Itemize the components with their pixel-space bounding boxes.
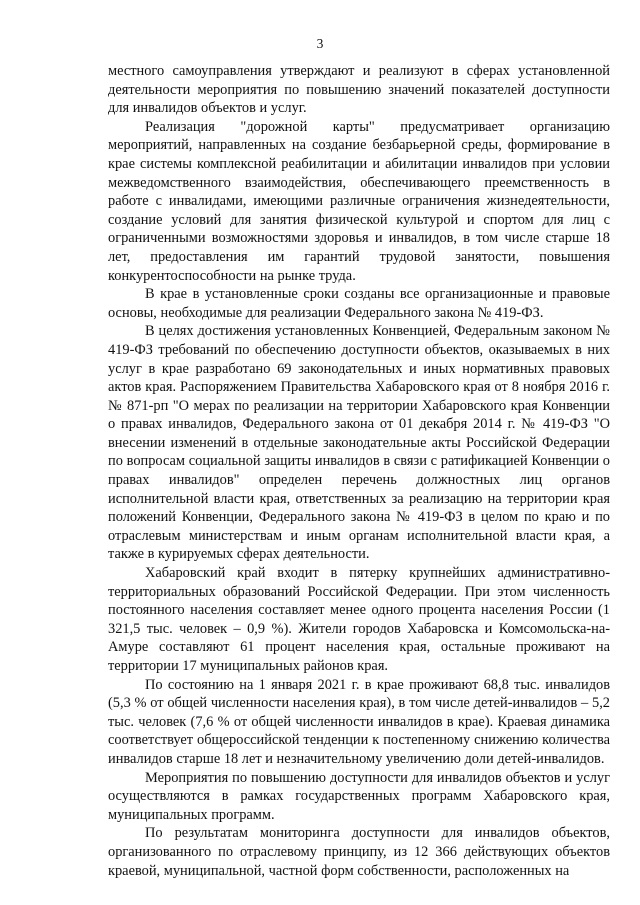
document-body (108, 62, 610, 880)
paragraph-roadmap: Реализация "дорожной карты" предусматривает организацию мероприятий, направленных на создание безбарьерной среды, формирование в крае системы комплексной реабилитации и абилитации инвалидов при условии межведомственного взаимодействия, обеспечивающего преемственность в работе с инвалидами, имеющими различные ограничения жизнедеятельности, создание условий для занятия физической культурой и спортом для лиц с ограниченными возможностями здоровья и инвалидов, в том числе старше 18 лет, предоставления им гарантий трудовой занятости, повышения конкурентоспособности на рынке труда. (108, 118, 610, 284)
paragraph-normative-acts: В целях достижения установленных Конвенцией, Федеральным законом № 419-ФЗ требований по обеспечению доступности объектов, оказываемых в них услуг в крае разработано 69 законодательных и иных нормативных правовых актов края. Распоряжением Правительства Хабаровского края от 8 ноября 2016 г. № 871-рп "О мерах по реализации на территории Хабаровского края Конвенции о правах инвалидов, Федерального закона от 01 декабря 2014 г. № 419-ФЗ "О внесении изменений в отдельные законодательные акты Российской Федерации по вопросам социальной защиты инвалидов в связи с ратификацией Конвенции о правах инвалидов" определен перечень должностных лиц органов исполнительной власти края, ответственных за реализацию на территории края положений Конвенции, Федерального закона № 419-ФЗ в целом по краю и по отраслевым министерствам и иным органам исполнительной власти края, а также в курируемых сферах деятельности. (108, 323, 610, 563)
paragraph-continuation: местного самоуправления утверждают и реализуют в сферах установленной деятельности мероприятия по повышению значений показателей доступности для инвалидов объектов и услуг. (108, 63, 610, 117)
paragraph-region-population: Хабаровский край входит в пятерку крупнейших административно-территориальных образований Российской Федерации. При этом численность постоянного населения составляет менее одного процента населения России (1 321,5 тыс. человек – 0,9 %). Жители городов Хабаровска и Комсомольска-на-Амуре составляют 61 процент населения края, остальные проживают на территории 17 муниципальных районов края. (108, 565, 610, 674)
paragraph-disabled-statistics: По состоянию на 1 января 2021 г. в крае проживают 68,8 тыс. инвалидов (5,3 % от общей численности населения края), в том числе детей-инвалидов – 5,2 тыс. человек (7,6 % от общей численности инвалидов в крае). Краевая динамика соответствует общероссийской тенденции к постепенному снижению количества инвалидов старше 18 лет и незначительному увеличению доли детей-инвалидов. (108, 676, 610, 767)
paragraph-programs: Мероприятия по повышению доступности для инвалидов объектов и услуг осуществляются в рамках государственных программ Хабаровского края, муниципальных программ. (108, 769, 610, 823)
page-number: 3 (316, 36, 324, 51)
paragraph-legal-basis: В крае в установленные сроки созданы все организационные и правовые основы, необходимые для реализации Федерального закона № 419-ФЗ. (108, 286, 610, 321)
paragraph-monitoring: По результатам мониторинга доступности для инвалидов объектов, организованного по отраслевому принципу, из 12 366 действующих объектов краевой, муниципальной, частной форм собственности, расположенных на (108, 825, 610, 879)
